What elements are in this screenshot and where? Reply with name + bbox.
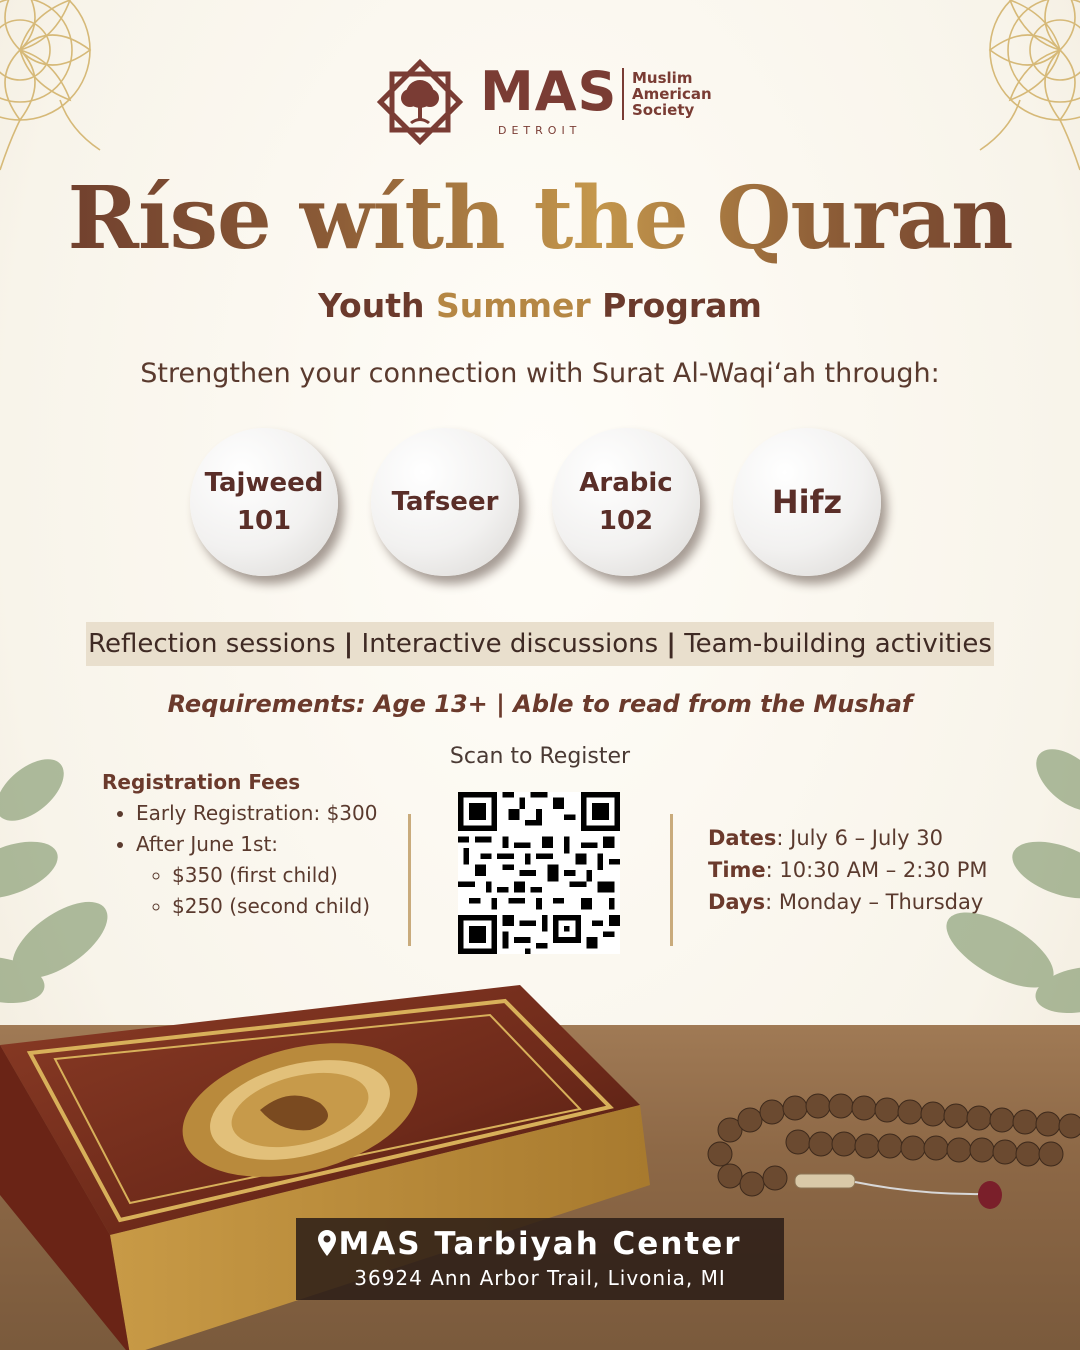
prayer-beads-icon (700, 1070, 1080, 1220)
activity-discussions: Interactive discussions (361, 629, 659, 659)
activity-separator: | (666, 629, 676, 659)
subject-label: Arabic (579, 468, 673, 498)
mandala-ornament-icon (0, 0, 150, 190)
logo-org-line3: Society (632, 101, 695, 119)
activity-reflection: Reflection sessions (88, 629, 336, 659)
time-label: Time (708, 858, 766, 882)
fee-after-label: After June 1st: (136, 832, 279, 856)
dates-label: Dates (708, 826, 777, 850)
days-label: Days (708, 890, 766, 914)
requirement-separator: | (496, 690, 505, 718)
registration-qr-code[interactable] (458, 792, 620, 954)
fee-first-child: ◦ $350 (first child) (172, 860, 402, 891)
fees-heading: Registration Fees (102, 770, 301, 794)
requirements-line (0, 690, 1080, 718)
activity-team-building: Team-building activities (684, 629, 992, 659)
dates-value: : July 6 – July 30 (776, 826, 943, 850)
location-name: MAS Tarbiyah Center (338, 1226, 742, 1262)
fee-second-child: ◦ $250 (second child) (172, 891, 402, 922)
time-value: : 10:30 AM – 2:30 PM (765, 858, 988, 882)
tree-emblem-icon (370, 52, 470, 152)
program-subtitle (0, 286, 1080, 325)
scan-to-register-label: Scan to Register (449, 744, 631, 769)
subject-label: Hifz (771, 483, 843, 521)
fee-early: • Early Registration: $300 (136, 798, 402, 829)
subject-level: 101 (236, 506, 292, 536)
logo-divider (622, 68, 624, 120)
subject-arabic (552, 428, 700, 576)
section-divider (408, 814, 411, 946)
page-title: Ríse wíth the Quran (0, 168, 1080, 269)
logo-acronym: MAS (480, 60, 618, 123)
subject-tafseer (371, 428, 519, 576)
mas-logo (370, 52, 730, 152)
subject-circles (190, 428, 890, 578)
location-address: 36924 Ann Arbor Trail, Livonia, MI (354, 1266, 726, 1290)
fee-after-june (136, 829, 402, 922)
activity-separator: | (343, 629, 354, 659)
subtitle-program: Program (602, 286, 762, 325)
subject-level: 102 (598, 506, 654, 536)
activities-banner (86, 622, 994, 666)
subject-label: Tajweed (204, 468, 324, 498)
subject-tajweed (190, 428, 338, 576)
mandala-ornament-icon (930, 0, 1080, 190)
requirement-mushaf: Able to read from the Mushaf (513, 690, 913, 718)
location-box (296, 1218, 784, 1300)
section-divider (670, 814, 673, 946)
subject-label: Tafseer (391, 487, 499, 517)
subtitle-youth: Youth (318, 286, 425, 325)
logo-org-line1: Muslim (632, 69, 693, 87)
requirement-age: Requirements: Age 13+ (167, 690, 488, 718)
leaves-decoration-icon (910, 720, 1080, 1030)
subtitle-summer: Summer (435, 286, 591, 325)
intro-text: Strengthen your connection with Surat Al-Waqi‘ah through: (140, 358, 940, 389)
subject-hifz (733, 428, 881, 576)
days-value: : Monday – Thursday (765, 890, 984, 914)
logo-org-line2: American (632, 85, 712, 103)
logo-city: DETROIT (498, 124, 582, 137)
